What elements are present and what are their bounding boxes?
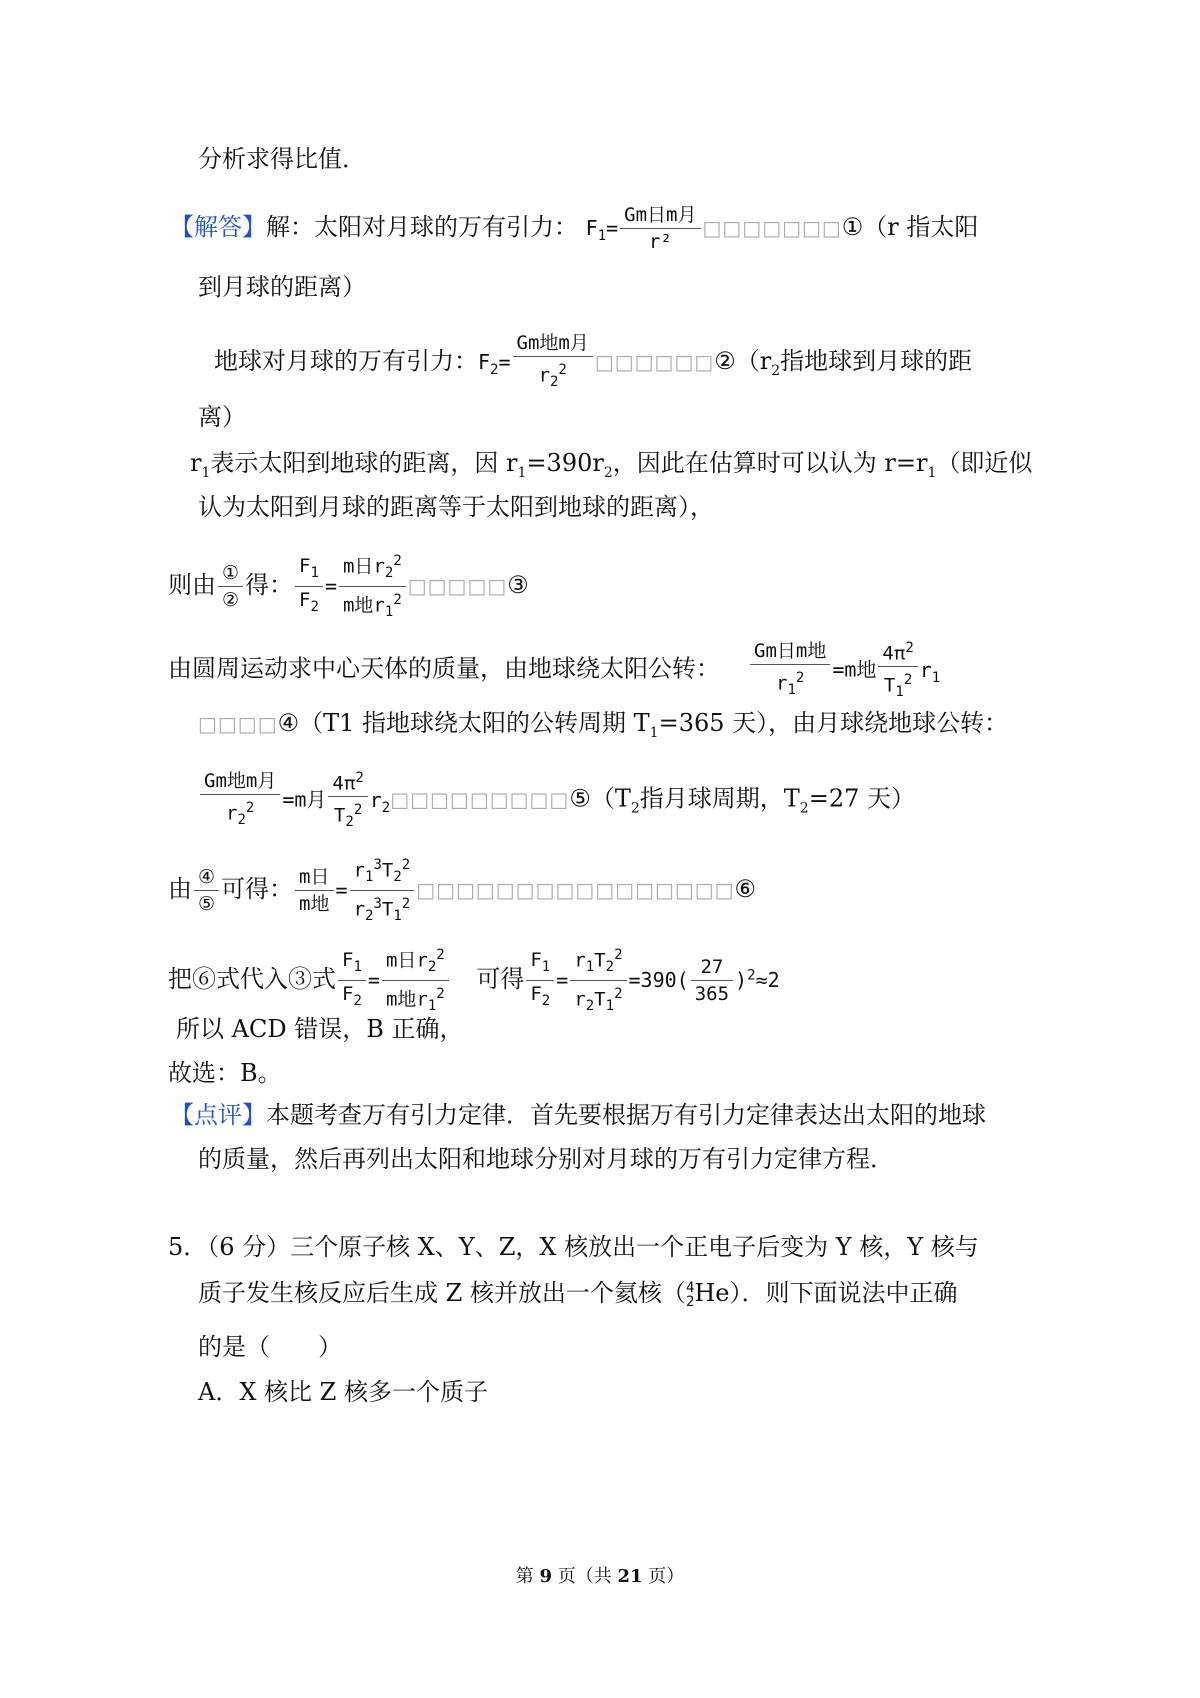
fraction: $\frac{\text{Gm地m月}}{r_2^2}$	[513, 330, 593, 395]
formula-f2: $F_2=$	[478, 350, 511, 379]
text: ⑥	[734, 875, 757, 904]
comment-line	[170, 1098, 986, 1132]
text: 表示太阳到地球的距离，因 r	[210, 449, 518, 477]
text: ②（r	[714, 347, 772, 376]
text: 由圆周运动求中心天体的质量，由地球绕太阳公转：	[168, 654, 720, 683]
text: （即近似	[936, 449, 1033, 477]
text: 可得	[476, 965, 525, 994]
text: 地球对月球的万有引力：	[214, 347, 478, 376]
text-line: 的是（ ）	[198, 1333, 342, 1361]
fraction: $\frac{F_1}{F_2}$	[526, 947, 554, 1014]
placeholder-boxes: □□□□□□□	[702, 216, 842, 240]
fraction: $\frac{4\pi^2}{T_2^2}$	[328, 765, 367, 835]
text: 本题考查万有引力定律．首先要根据万有引力定律表达出太阳的地球	[266, 1101, 986, 1129]
fraction: $\frac{m日r_2^2}{m地r_1^2}$	[382, 942, 449, 1019]
option-a: A．X 核比 Z 核多一个质子	[198, 1378, 488, 1406]
text-line: 到月球的距离）	[198, 273, 366, 301]
text: ⑤（T	[569, 784, 631, 813]
text-line: 的质量，然后再列出太阳和地球分别对月球的万有引力定律方程．	[198, 1145, 894, 1173]
answer-line	[170, 202, 978, 255]
page-number: 9	[539, 1566, 552, 1587]
text-line: □□□□④（T1 指地球绕太阳的公转周期 $T_1=365$ 天），由月球绕地球公转：	[198, 709, 1009, 741]
formula-line: 地球对月球的万有引力：$F_2=$ $\frac{\text{Gm地m月}}{r_2^2}$ $□□□□□□②(r_2$指地球到月球的距	[214, 330, 972, 395]
text: =365 天），由月球绕地球公转：	[658, 709, 1009, 737]
formula-line: $\frac{\text{Gm地m月}}{r_2^2}$ =m月 $\frac{4\pi^2}{T_2^2}$ $r_2□□□□□□□□□⑤(T_2$指月球周期，$T_2=27$ 天）	[198, 765, 915, 835]
text-line: 所以 ACD 错误，B 正确，	[176, 1015, 464, 1043]
text: 得：	[245, 571, 294, 600]
text-line: 分析求得比值．	[198, 145, 366, 173]
text: 由	[168, 875, 192, 904]
text: 指月球周期，T	[639, 784, 800, 813]
fraction: $\frac{m日r_2^2}{m地r_1^2}$	[339, 548, 406, 625]
page-footer: 第 9 页（共 21 页）	[515, 1566, 685, 1587]
total-pages: 21	[617, 1566, 643, 1587]
text-line: 故选：B。	[168, 1059, 282, 1087]
text: 则由	[168, 571, 216, 600]
formula-f1: $F_1=$	[585, 216, 619, 244]
fraction: $\frac{F_1}{F_2}$	[338, 947, 366, 1014]
fraction: $\frac{\text{①}}{\text{②}}$	[218, 560, 243, 613]
placeholder-boxes: □□□□□□□□□□□□□□□□	[416, 878, 735, 903]
placeholder-boxes: □□□□□□	[594, 350, 715, 375]
text: =27 天）	[808, 784, 915, 813]
fraction: $\frac{F_1}{F_2}$	[295, 553, 323, 620]
helium-symbol: 4 2	[685, 1279, 695, 1310]
text-line	[198, 1276, 958, 1310]
text: 指地球到月球的距	[780, 347, 973, 376]
text: 解：太阳对月球的万有引力：	[266, 213, 578, 241]
fraction: $\frac{r_1^3T_2^2}{r_2^3T_1^2}$	[350, 852, 415, 929]
fraction: $\frac{\text{Gm日m月}}{\text{r²}}$	[620, 202, 700, 255]
fraction: $\frac{4\pi^2}{T_1^2}$	[878, 635, 917, 705]
formula-line: 把⑥式代入③式 $\frac{F_1}{F_2}$ = $\frac{m日r_2^2}{m地r_1^2}$ 可得 $\frac{F_1}{F_2}$ = $\frac{r_1T_2^2}{r_2T_1^2}$ =390( $\frac{27}{365}$ )$^2$≈2	[168, 942, 780, 1019]
text: ④（T1 指地球绕太阳的公转周期 T	[277, 709, 650, 737]
formula-line: 由 $\frac{\text{④}}{\text{⑤}}$ 可得： $\frac{\text{m日}}{\text{m地}}$ = $\frac{r_1^3T_2^2}{r_2^3T_1^2}$ □□□□□□□□□□□□□□□□⑥	[168, 852, 756, 929]
placeholder-boxes: □□□□□□□□□	[390, 787, 570, 812]
text: He）．则下面说法中正确	[694, 1279, 958, 1307]
fraction: $\frac{r_1T_2^2}{r_2T_1^2}$	[570, 942, 626, 1019]
comment-tag: 【点评】	[170, 1101, 266, 1129]
text: 可得：	[221, 875, 294, 904]
fraction: $\frac{\text{④}}{\text{⑤}}$	[194, 864, 219, 917]
answer-tag: 【解答】	[170, 213, 266, 241]
text: ，因此在估算时可以认为 r=r	[612, 449, 928, 477]
text: ①（r 指太阳	[841, 213, 979, 241]
text-line: 认为太阳到月球的距离等于太阳到地球的距离），	[198, 493, 714, 521]
text-line: 离）	[198, 403, 246, 431]
fraction: $\frac{\text{m日}}{\text{m地}}$	[295, 864, 333, 917]
fraction: $\frac{27}{365}$	[691, 954, 733, 1007]
formula-line: 则由 $\frac{\text{①}}{\text{②}}$ 得： $\frac{F_1}{F_2}$ = $\frac{m日r_2^2}{m地r_1^2}$ □□□□□③	[168, 548, 529, 625]
text: 质子发生核反应后生成 Z 核并放出一个氦核（	[198, 1279, 686, 1307]
text: ③	[507, 571, 529, 600]
question-line: 5．（6 分）三个原子核 X、Y、Z，X 核放出一个正电子后变为 Y 核，Y 核与	[168, 1233, 979, 1261]
text: =390r	[526, 449, 604, 477]
placeholder-boxes: □□□□	[198, 712, 278, 736]
fraction: $\frac{\text{Gm日m地}}{r_1^2}$	[750, 638, 830, 703]
formula-line: 由圆周运动求中心天体的质量，由地球绕太阳公转： $\frac{\text{Gm日m地}}{r_1^2}$ =m地 $\frac{4\pi^2}{T_1^2}$ $r_1$	[168, 635, 940, 705]
text: 把⑥式代入③式	[168, 965, 336, 994]
fraction: $\frac{\text{Gm地m月}}{r_2^2}$	[200, 768, 280, 833]
text-line: $r_1$表示太阳到地球的距离，因 $r_1=390r_2$，因此在估算时可以认为 $r=r_1$（即近似	[190, 449, 1033, 481]
placeholder-boxes: □□□□□	[407, 574, 508, 599]
